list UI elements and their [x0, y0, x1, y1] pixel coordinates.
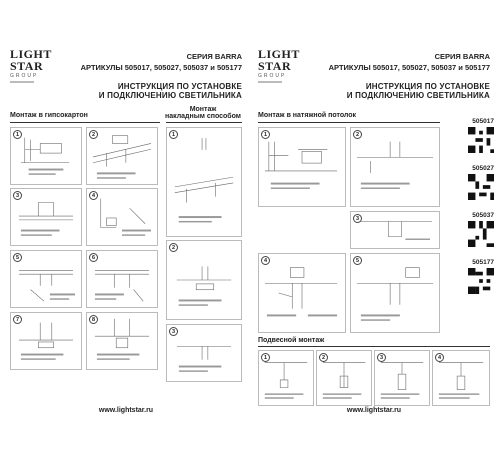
installation-drawing [351, 212, 439, 248]
series-title: СЕРИЯ BARRA [434, 52, 490, 61]
article-code-505017: 505017 [446, 118, 494, 158]
step-suspended-3: 3 [374, 350, 430, 406]
step-drywall-7: 7 [10, 312, 82, 370]
article-code-505177: 505177 [446, 259, 494, 299]
sheet-header [329, 52, 490, 100]
qr-code-icon[interactable] [468, 174, 494, 200]
step-stretch-2: 2 [350, 127, 440, 207]
section-title-stretch-ceiling: Монтаж в натяжной потолок [258, 112, 357, 119]
step-surface-3: 3 [166, 324, 242, 382]
section-title-suspended: Подвесной монтаж [258, 337, 325, 344]
article-code-505027: 505027 [446, 165, 494, 205]
step-stretch-3: 3 [350, 211, 440, 249]
article-numbers: АРТИКУЛЫ 505017, 505027, 505037 и 505177 [328, 63, 490, 72]
website-footer: www.lightstar.ru [346, 407, 402, 414]
step-drywall-4: 4 [86, 188, 158, 246]
lightstar-logo: LIGHT STAR GROUP [258, 48, 294, 94]
website-footer: www.lightstar.ru [98, 407, 154, 414]
step-stretch-1: 1 [258, 127, 346, 207]
step-surface-2: 2 [166, 240, 242, 320]
instruction-sheet-left [6, 38, 246, 418]
section-title-drywall: Монтаж в гипсокартон [10, 112, 88, 119]
step-drywall-5: 5 [10, 250, 82, 308]
step-drywall-1: 1 [10, 127, 82, 185]
installation-drawing [351, 128, 439, 206]
lightstar-logo: LIGHT STAR GROUP [10, 48, 46, 94]
section-divider [258, 122, 440, 123]
article-code-505037: 505037 [446, 212, 494, 252]
instruction-title: ИНСТРУКЦИЯ ПО УСТАНОВКЕ И ПОДКЛЮЧЕНИЮ СВЕТИЛЬНИКА [98, 82, 242, 100]
installation-drawing [167, 128, 241, 236]
instruction-sheet-right [254, 38, 494, 418]
qr-code-icon[interactable] [468, 268, 494, 294]
installation-drawing [259, 254, 345, 332]
section-title-surface: Монтаж накладным способом [165, 106, 241, 120]
qr-code-icon[interactable] [468, 127, 494, 153]
series-title: СЕРИЯ BARRA [186, 52, 242, 61]
sheet-header [81, 52, 242, 100]
installation-drawing [167, 325, 241, 381]
installation-drawing [259, 128, 345, 206]
article-numbers: АРТИКУЛЫ 505017, 505027, 505037 и 505177 [80, 63, 242, 72]
instruction-title: ИНСТРУКЦИЯ ПО УСТАНОВКЕ И ПОДКЛЮЧЕНИЮ СВЕТИЛЬНИКА [346, 82, 490, 100]
section-divider [10, 122, 160, 123]
step-suspended-2: 2 [316, 350, 372, 406]
qr-code-icon[interactable] [468, 221, 494, 247]
installation-drawing [351, 254, 439, 332]
installation-drawing [167, 241, 241, 319]
step-suspended-4: 4 [432, 350, 490, 406]
step-drywall-2: 2 [86, 127, 158, 185]
step-suspended-1: 1 [258, 350, 314, 406]
step-drywall-3: 3 [10, 188, 82, 246]
section-divider [166, 122, 242, 123]
logo-flag-icon [10, 81, 34, 83]
logo-flag-icon [258, 81, 282, 83]
step-stretch-5: 5 [350, 253, 440, 333]
step-drywall-8: 8 [86, 312, 158, 370]
step-drywall-6: 6 [86, 250, 158, 308]
step-surface-1: 1 [166, 127, 242, 237]
step-stretch-4: 4 [258, 253, 346, 333]
section-divider [258, 346, 490, 347]
